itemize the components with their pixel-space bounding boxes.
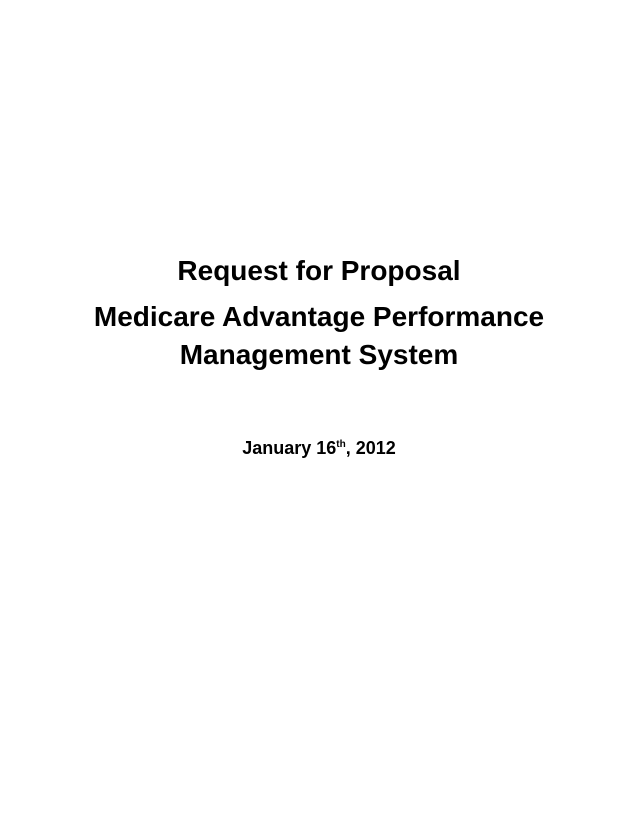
document-title: Request for Proposal xyxy=(177,255,461,286)
date-year: , 2012 xyxy=(345,438,396,458)
date-month-day: January 16 xyxy=(242,438,337,458)
date-ordinal-suffix: th xyxy=(336,439,346,450)
document-subtitle-line-1: Medicare Advantage Performance xyxy=(93,301,545,332)
title-block xyxy=(0,252,638,374)
document-date xyxy=(0,436,638,460)
document-subtitle-line-2: Management System xyxy=(179,339,459,370)
